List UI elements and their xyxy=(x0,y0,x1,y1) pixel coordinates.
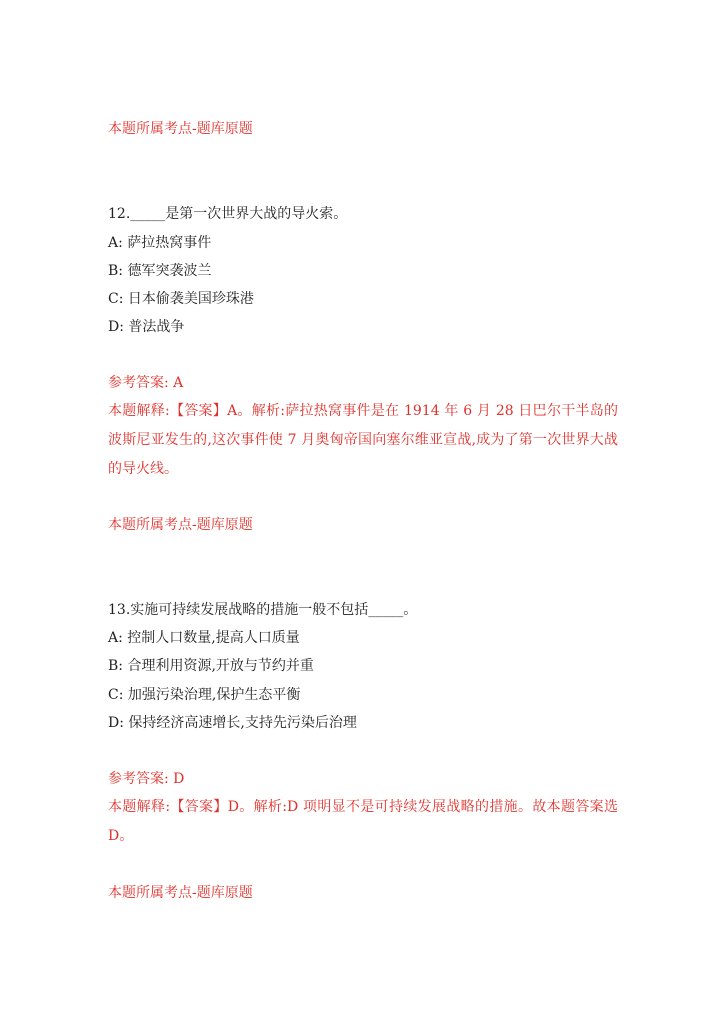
question-13-option-d: D: 保持经济高速增长,支持先污染后治理 xyxy=(108,715,357,731)
question-13-option-a: A: 控制人口数量,提高人口质量 xyxy=(108,630,300,646)
question-13-stem: 13.实施可持续发展战略的措施一般不包括_____。 xyxy=(108,602,418,618)
question-13-option-c: C: 加强污染治理,保护生态平衡 xyxy=(108,687,301,703)
question-12-option-c: C: 日本偷袭美国珍珠港 xyxy=(108,291,254,307)
question-12-explanation: 本题解释:【答案】A。解析:萨拉热窝事件是在 1914 年 6 月 28 日巴尔干半岛的波斯尼亚发生的,这次事件使 7 月奥匈帝国向塞尔维亚宣战,成为了第一次世界大战的导火线。 xyxy=(108,403,618,477)
question-13-answer: 参考答案: D xyxy=(108,771,185,787)
question-13-source: 本题所属考点-题库原题 xyxy=(108,885,253,901)
question-12-answer: 参考答案: A xyxy=(108,375,184,391)
top-source-note: 本题所属考点-题库原题 xyxy=(108,121,253,137)
question-13-option-b: B: 合理利用资源,开放与节约并重 xyxy=(108,658,314,674)
question-12-option-d: D: 普法战争 xyxy=(108,319,185,335)
question-12-stem: 12._____是第一次世界大战的导火索。 xyxy=(108,206,348,222)
question-12-option-b: B: 德军突袭波兰 xyxy=(108,263,212,279)
question-13-explanation: 本题解释:【答案】D。解析:D 项明显不是可持续发展战略的措施。故本题答案选 D。 xyxy=(108,799,618,844)
question-12-option-a: A: 萨拉热窝事件 xyxy=(108,235,212,251)
question-12-source: 本题所属考点-题库原题 xyxy=(108,517,253,533)
